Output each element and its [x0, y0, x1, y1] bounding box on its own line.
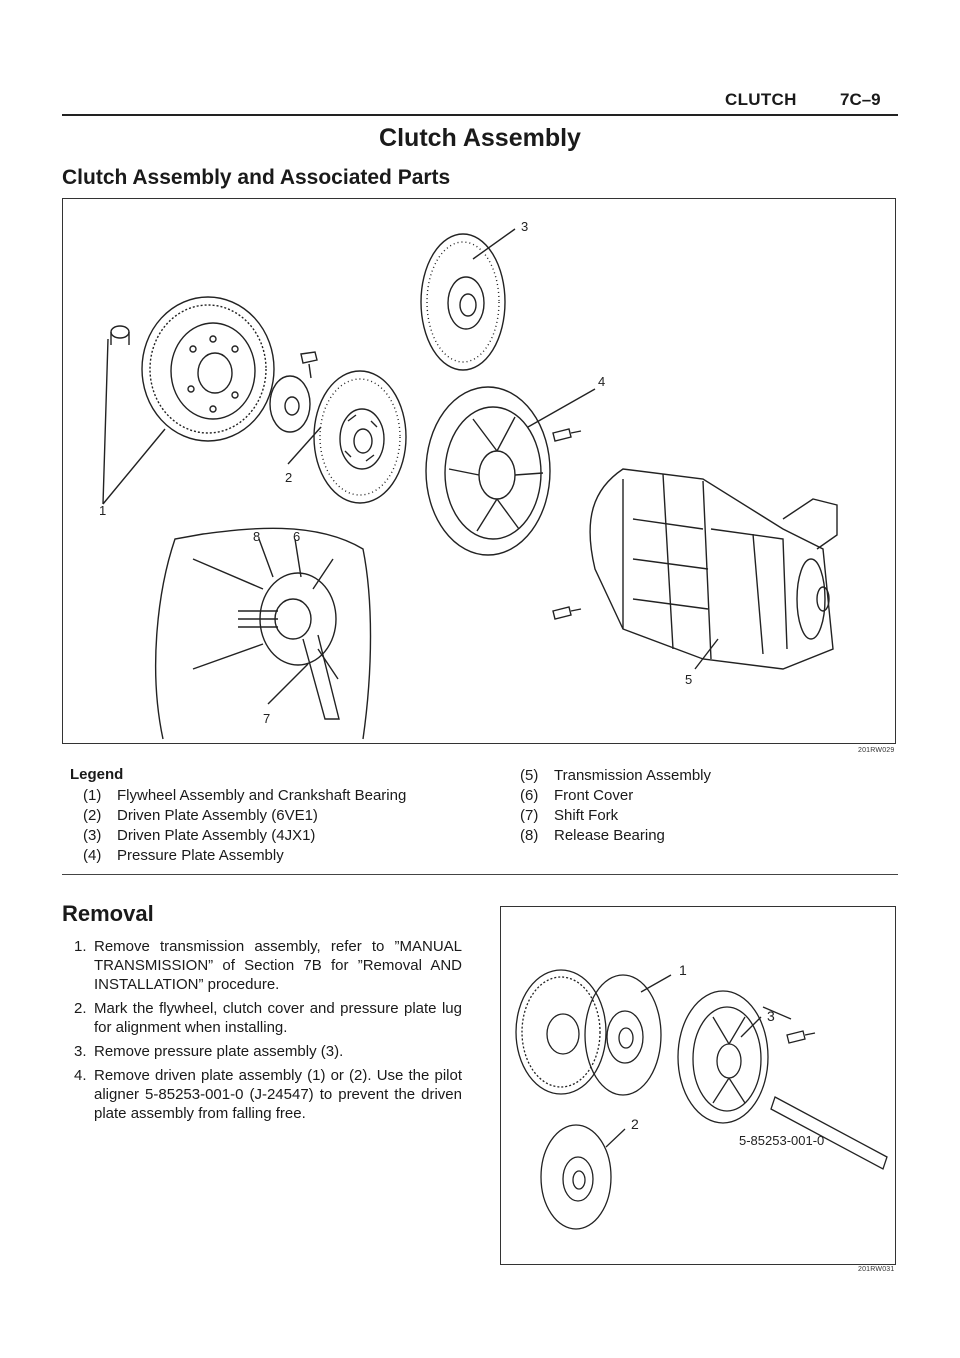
- header-rule: [62, 114, 898, 116]
- removal-heading: Removal: [62, 901, 154, 926]
- flywheel-drawing: [142, 297, 274, 441]
- bolt-drawing: [553, 607, 581, 619]
- callout-2: 2: [631, 1116, 639, 1132]
- legend-item: (5) Transmission Assembly: [520, 767, 711, 784]
- section-divider: [62, 874, 898, 875]
- running-header-section: CLUTCH: [725, 90, 797, 109]
- pilot-bearing-drawing: [111, 326, 129, 338]
- legend-item: (1) Flywheel Assembly and Crankshaft Bearing: [83, 787, 407, 804]
- legend-item: (8) Release Bearing: [520, 827, 665, 844]
- legend-title: Legend: [70, 766, 124, 783]
- callout-1: 1: [679, 962, 687, 978]
- driven-plate-alt-drawing: [541, 1125, 611, 1229]
- bell-housing-detail-drawing: [156, 528, 371, 739]
- legend-list-left: [83, 786, 406, 866]
- page-title: Clutch Assembly: [379, 124, 581, 152]
- removal-diagram: [500, 906, 896, 1265]
- driven-plate-4jx1-drawing: [421, 234, 505, 370]
- callout-2: 2: [285, 470, 293, 485]
- callout-1: 1: [99, 503, 107, 518]
- flywheel-drawing: [516, 970, 606, 1094]
- legend-list-right: [520, 766, 711, 846]
- callout-8: 8: [253, 529, 261, 544]
- bolt-drawing: [787, 1031, 815, 1043]
- legend-item: (7) Shift Fork: [520, 807, 619, 824]
- driven-plate-6ve1-drawing: [314, 371, 406, 503]
- callout-7: 7: [263, 711, 271, 726]
- bolt-drawing: [301, 352, 317, 378]
- pressure-plate-drawing: [426, 387, 550, 555]
- removal-step: 4. Remove driven plate assembly (1) or (2). Use the pilot aligner 5-85253-001-0 (J-24547) to prevent the driven plate assembly from falling free.: [74, 1067, 462, 1122]
- figure-code: 201RW031: [858, 1266, 895, 1273]
- tool-label: 5-85253-001-0: [739, 1133, 825, 1148]
- legend-item: (2) Driven Plate Assembly (6VE1): [83, 807, 318, 824]
- removal-step: 3. Remove pressure plate assembly (3).: [74, 1043, 344, 1060]
- callout-4: 4: [598, 374, 606, 389]
- bolt-drawing: [553, 429, 581, 441]
- removal-step: 1. Remove transmission assembly, refer to ”MANUAL TRANSMISSION” of Section 7B for ”Removal AND INSTALLATION” procedure.: [74, 938, 462, 993]
- clutch-exploded-diagram: [62, 198, 896, 744]
- callout-3: 3: [521, 219, 529, 234]
- pressure-plate-drawing: [678, 991, 768, 1123]
- removal-step: 2. Mark the flywheel, clutch cover and pressure plate lug for alignment when installing.: [74, 1000, 462, 1036]
- callout-5: 5: [685, 672, 693, 687]
- legend-item: (3) Driven Plate Assembly (4JX1): [83, 827, 316, 844]
- removal-illustration: [501, 907, 897, 1266]
- callout-3: 3: [767, 1008, 775, 1024]
- figure-code: 201RW029: [858, 747, 895, 754]
- running-header-page-number: 7C–9: [840, 90, 881, 109]
- section-subtitle: Clutch Assembly and Associated Parts: [62, 166, 451, 189]
- spacer-plate-drawing: [270, 376, 310, 432]
- removal-steps: [74, 937, 462, 1128]
- legend-item: (4) Pressure Plate Assembly: [83, 847, 284, 864]
- callout-6: 6: [293, 529, 301, 544]
- clutch-exploded-illustration: [63, 199, 897, 745]
- legend-item: (6) Front Cover: [520, 787, 634, 804]
- driven-plate-drawing: [585, 975, 661, 1095]
- transmission-assembly-drawing: [590, 469, 837, 669]
